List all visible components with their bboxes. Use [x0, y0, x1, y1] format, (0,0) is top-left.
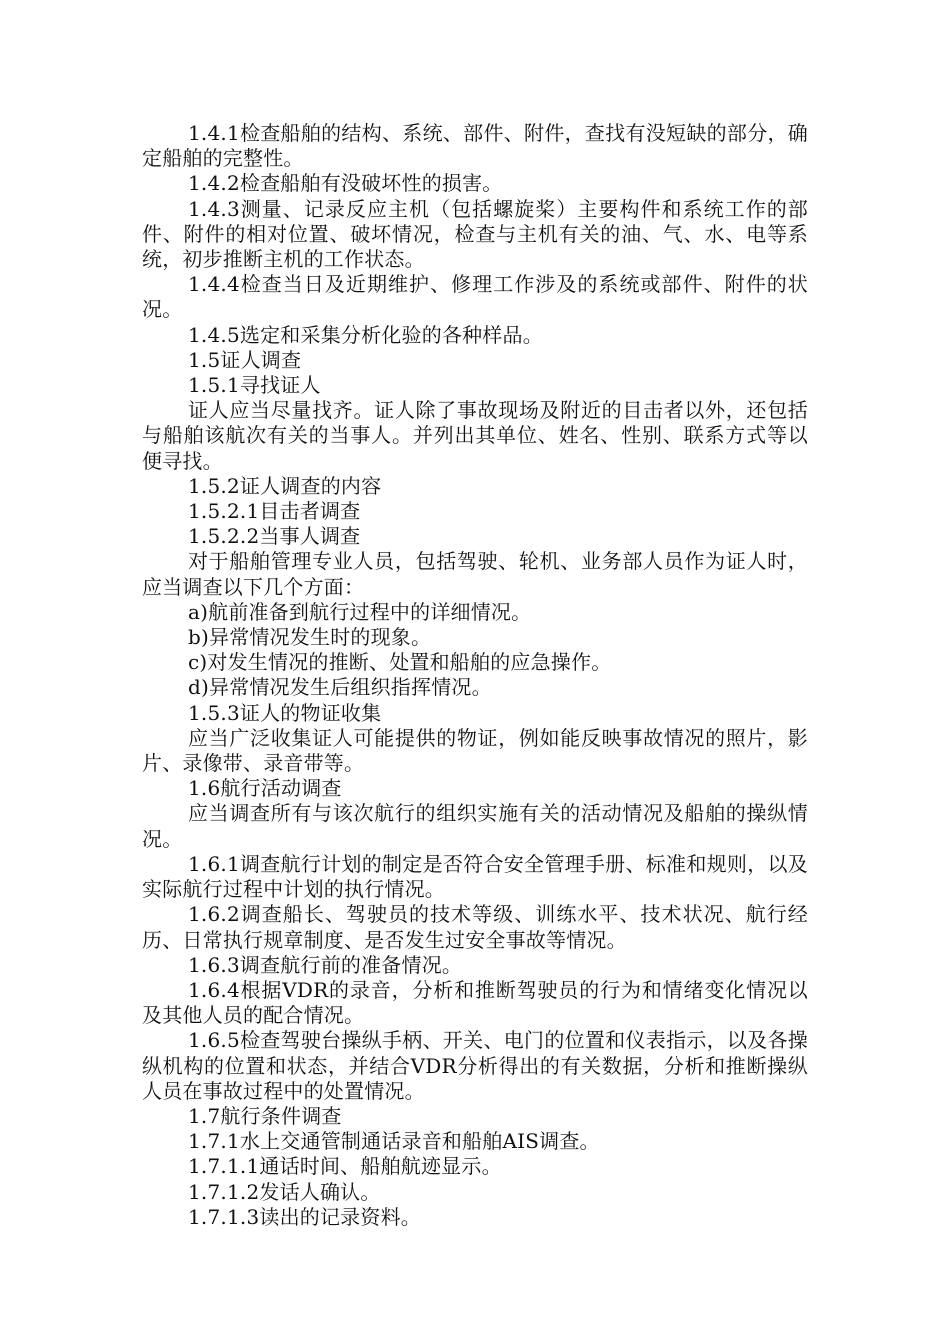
list-item-b: b)异常情况发生时的现象。	[188, 625, 432, 650]
paragraph-1-4-1: 1.4.1检查船舶的结构、系统、部件、附件，查找有没短缺的部分，确定船舶的完整性。	[142, 121, 808, 171]
paragraph-1-6-3: 1.6.3调查航行前的准备情况。	[188, 952, 463, 977]
paragraph-1-6-1: 1.6.1调查航行计划的制定是否符合安全管理手册、标准和规则，以及实际航行过程中计划的执行情况。	[142, 851, 808, 902]
paragraph-1-4-4: 1.4.4检查当日及近期维护、修理工作涉及的系统或部件、附件的状况。	[142, 272, 808, 322]
section-heading-1-5-2-2: 1.5.2.2当事人调查	[188, 524, 361, 549]
list-item-d: d)异常情况发生后组织指挥情况。	[188, 675, 492, 700]
paragraph-1-6-2: 1.6.2调查船长、驾驶员的技术等级、训练水平、技术状况、航行经历、日常执行规章制度、是否发生过安全事故等情况。	[142, 902, 808, 952]
paragraph-1-4-3: 1.4.3测量、记录反应主机（包括螺旋桨）主要构件和系统工作的部件、附件的相对位置、破坏情况，检查与主机有关的油、气、水、电等系统，初步推断主机的工作状态。	[142, 196, 808, 272]
paragraph-1-7-1-2: 1.7.1.2发话人确认。	[188, 1179, 381, 1204]
document-body	[142, 121, 808, 1230]
paragraph-navigation-activity: 应当调查所有与该次航行的组织实施有关的活动情况及船舶的操纵情况。	[142, 801, 808, 851]
paragraph-party-investigation: 对于船舶管理专业人员，包括驾驶、轮机、业务部人员作为证人时，应当调查以下几个方面：	[142, 549, 808, 599]
list-item-a: a)航前准备到航行过程中的详细情况。	[188, 599, 532, 624]
list-item-c: c)对发生情况的推断、处置和船舶的应急操作。	[188, 650, 612, 675]
paragraph-1-7-1: 1.7.1水上交通管制通话录音和船舶AIS调查。	[188, 1129, 600, 1154]
paragraph-1-7-1-1: 1.7.1.1通话时间、船舶航迹显示。	[188, 1154, 502, 1179]
paragraph-1-4-5: 1.4.5选定和采集分析化验的各种样品。	[188, 322, 543, 347]
paragraph-witness-search: 证人应当尽量找齐。证人除了事故现场及附近的目击者以外，还包括与船舶该航次有关的当事人。并列出其单位、姓名、性别、联系方式等以便寻找。	[142, 398, 808, 473]
paragraph-1-7-1-3: 1.7.1.3读出的记录资料。	[188, 1204, 421, 1229]
section-heading-1-5-3: 1.5.3证人的物证收集	[188, 700, 382, 725]
section-heading-1-5: 1.5证人调查	[188, 347, 302, 372]
section-heading-1-5-2-1: 1.5.2.1目击者调查	[188, 499, 361, 524]
section-heading-1-5-1: 1.5.1寻找证人	[188, 373, 321, 398]
section-heading-1-5-2: 1.5.2证人调查的内容	[188, 473, 382, 498]
paragraph-1-6-5: 1.6.5检查驾驶台操纵手柄、开关、电门的位置和仪表指示，以及各操纵机构的位置和状态，并结合VDR分析得出的有关数据，分析和推断操纵人员在事故过程中的处置情况。	[142, 1028, 808, 1103]
paragraph-1-6-4: 1.6.4根据VDR的录音，分析和推断驾驶员的行为和情绪变化情况以及其他人员的配合情况。	[142, 977, 808, 1028]
paragraph-evidence-collection: 应当广泛收集证人可能提供的物证，例如能反映事故情况的照片，影片、录像带、录音带等。	[142, 725, 808, 776]
section-heading-1-6: 1.6航行活动调查	[188, 776, 342, 801]
section-heading-1-7: 1.7航行条件调查	[188, 1103, 342, 1128]
paragraph-1-4-2: 1.4.2检查船舶有没破坏性的损害。	[188, 171, 503, 196]
